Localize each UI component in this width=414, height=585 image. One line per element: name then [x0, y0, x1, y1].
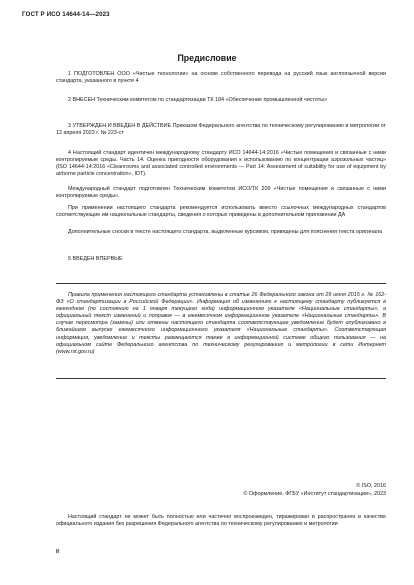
reproduction-notice: Настоящий стандарт не может быть полностью или частично воспроизведен, тиражирован и распространен в качестве официального издания без разрешения Федерального агентства по техническому регулированию и метрологии: [56, 514, 386, 528]
page-number: II: [56, 549, 59, 555]
page-title: Предисловие: [177, 53, 237, 63]
paragraph-tc-prepared: Международный стандарт подготовлен Техническим комитетом ИСО/ТК 209 «Чистые помещения и связанные с ними контролируемые среды».: [56, 186, 386, 200]
paragraph-introduced-first: 5 ВВЕДЕН ВПЕРВЫЕ: [68, 256, 123, 262]
bottom-divider: [56, 378, 386, 379]
iso-copyright: © ISO, 2016: [356, 483, 386, 489]
paragraph-prepared-by: 1 ПОДГОТОВЛЕН ООО «Чистые технологии» на основе собственного перевода на русский язык англоязычной версии стандарта, указанного в пункте 4: [56, 71, 386, 85]
fgbu-copyright: © Оформление. ФГБУ «Институт стандартизации», 2023: [243, 491, 386, 497]
paragraph-national-standards: При применении настоящего стандарта рекомендуется использовать вместо ссылочных международных стандартов соответствующие им национальные стандарты, сведения о которых приведены в дополнительном приложении ДА: [56, 205, 386, 219]
application-rules-notice: Правила применения настоящего стандарта установлены в статье 26 Федерального закона от 29 июня 2015 г. № 162-ФЗ «О стандартизации в Российской Федерации». Информация об изменениях к настоящему стандарту публикуется в ежегодном (по состоянию на 1 января текущего года) информационном указателе «Национальные стандарты», а официальный текст изменений и поправок — в ежемесячном информационном указателе «Национальные стандарты». В случае пересмотра (замены) или отмены настоящего стандарта соответствующее уведомление будет опубликовано в ближайшем выпуске ежемесячного информационного указателя «Национальные стандарты». Соответствующая информация, уведомление и тексты размещаются также в информационной системе общего пользования — на официальном сайте Федерального агентства по техническому регулированию и метрологии в сети Интернет (www.rst.gov.ru): [56, 292, 386, 355]
top-divider: [56, 283, 386, 284]
paragraph-introduced-by: 2 ВНЕСЕН Техническим комитетом по стандартизации ТК 184 «Обеспечение промышленной чистоты»: [68, 97, 328, 103]
paragraph-footnotes: Дополнительные сноски в тексте настоящего стандарта, выделенные курсивом, приведены для пояснения текста оригинала: [68, 229, 383, 235]
paragraph-approved: 3 УТВЕРЖДЕН И ВВЕДЕН В ДЕЙСТВИЕ Приказом Федерального агентства по техническому регулированию и метрологии от 12 апреля 2023 г. № 223-ст: [56, 123, 386, 137]
standard-code-header: ГОСТ Р ИСО 14644-14—2023: [22, 11, 110, 18]
paragraph-identical-standard: 4 Настоящий стандарт идентичен международному стандарту ИСО 14644-14:2016 «Чистые помещения и связанные с ними контролируемые среды. Часть 14. Оценка пригодности оборудования к использованию по концентрации аэрозольных частиц» (ISO 14644-14:2016 «Cleanrooms and associated controlled environments — Part 14: Assessment of suitability for use of equipment by airborne particle concentration», IDT).: [56, 150, 386, 178]
